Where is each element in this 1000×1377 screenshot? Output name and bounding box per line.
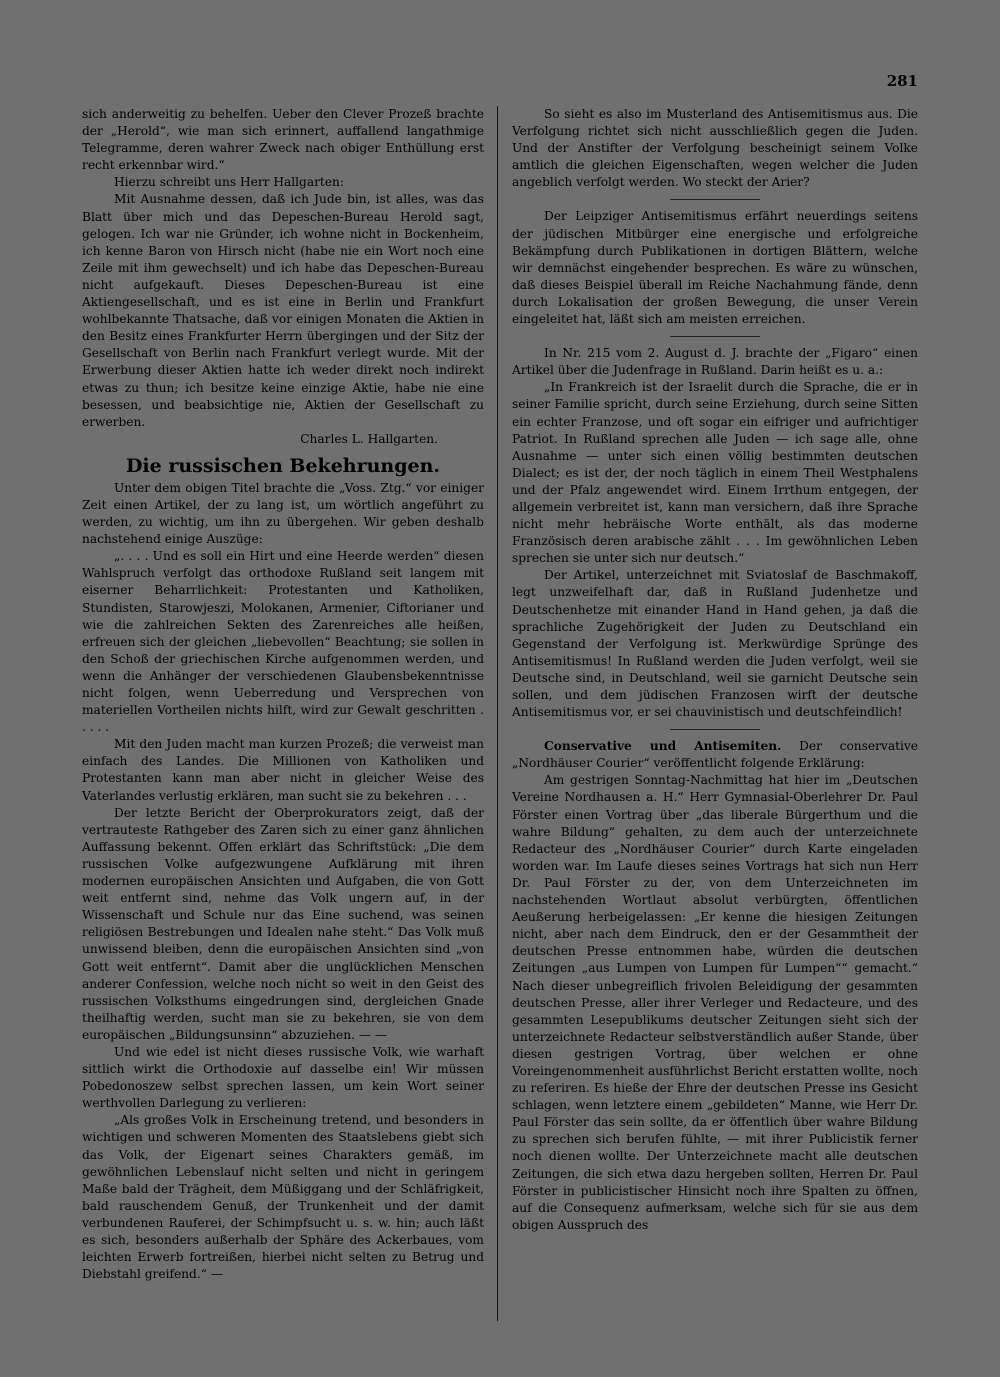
divider [670, 199, 760, 200]
paragraph: Der Artikel, unterzeichnet mit Sviatoslaf de Baschmakoff, legt unzweifelhaft dar, daß in Rußland Judenhetze und Deutschenhetze mit einander Hand in Hand gehen, ja daß die sprachliche Zugehörigkeit der Juden zu Deutschland ein Gegenstand der Verfolgung ist. Merkwürdige Sprünge des Antisemitismus! In Rußland werden die Juden verfolgt, weil sie Deutsche sind, in Deutschland, weil sie garnicht Deutsche sein sollen, und dem jüdischen Franzosen wirft der deutsche Antisemitismus vor, er sei chauvinistisch und deutschfeindlich! [512, 568, 918, 720]
page-number: 281 [886, 72, 918, 90]
divider [670, 336, 760, 337]
right-column [512, 106, 918, 1234]
paragraph-text: Der conservative „Nordhäuser Courier“ veröffentlicht folgende Erklärung: [512, 739, 918, 771]
left-column [82, 106, 484, 1283]
quote-paragraph: „Als großes Volk in Erscheinung tretend, und besonders in wichtigen und schweren Momenten des Staatslebens giebt sich das Volk, der Eigenart seines Charakters gemäß, im gewöhnlichen Lebenslauf nicht selten und nicht in geringem Maße bald der Trägheit, dem Müßiggang und der Schläfrigkeit, bald rauschendem Genuß, der Trunkenheit und der damit verbundenen Rauferei, der Schimpfsucht u. s. w. hin; auch läßt es sich, besonders außerhalb der Sphäre des Ackerbaues, vom leichten Erwerb fortreißen, hierbei nicht selten zu Betrug und Diebstahl greifend.“ — [82, 1113, 484, 1282]
quote-paragraph: „In Frankreich ist der Israelit durch die Sprache, die er in seiner Familie spricht, durch seine Erziehung, durch seine Sitten ein echter Franzose, und oft sogar ein eifriger und aufrichtiger Patriot. In Rußland sprechen alle Juden — ich sage alle, ohne Ausnahme — unter sich einen völlig bestimmten deutschen Dialect; es ist der, der noch täglich in einem Theil Westphalens und der Pfalz angewendet wird. Einem Irrthum entgegen, der allgemein verbreitet ist, kann man versichern, daß ihre Sprache nicht mehr hebräische Worte enthält, als das moderne Französisch deren arabische zählt . . . Im gewöhnlichen Leben sprechen sie unter sich nur deutsch.“ [512, 380, 918, 566]
quote-paragraph: Mit den Juden macht man kurzen Prozeß; die verweist man einfach des Landes. Die Millionen von Katholiken und Protestanten kann man aber nicht in gleicher Weise des Vaterlandes verlustig erklären, man sucht sie zu bekehren . . . [82, 737, 484, 803]
column-divider [497, 106, 498, 1321]
paragraph: Und wie edel ist nicht dieses russische Volk, wie warhaft sittlich wirkt die Orthodoxie auf dasselbe ein! Wir müssen Pobedonoszew selbst sprechen lassen, um kein Wort seiner werthvollen Darlegung zu verlieren: [82, 1044, 484, 1111]
run-in-heading: Conservative und Antisemiten. [544, 739, 782, 754]
paragraph: Mit Ausnahme dessen, daß ich Jude bin, ist alles, was das Blatt über mich und das Depeschen-Bureau Herold sagt, gelogen. Ich war nie Gründer, ich wohne nicht in Bockenheim, ich kenne Baron von Hirsch nicht (habe nie ein Wort noch eine Zeile mit ihm gewechselt) und ich habe das Depeschen-Bureau nicht aufgekauft. Dieses Depeschen-Bureau ist eine Aktiengesellschaft, und es ist eine in Berlin und Frankfurt wohlbekannte Thatsache, daß vor einigen Monaten die Aktien in den Besitz eines Frankfurter Herrn übergingen und der Sitz der Gesellschaft von Berlin nach Frankfurt verlegt wurde. Mit der Erwerbung dieser Aktien hatte ich weder direkt noch indirekt etwas zu thun; ich besitze keine einzige Aktie, habe nie eine besessen, und beabsichtige nie, Aktien der Gesellschaft zu erwerben. [82, 192, 484, 429]
paragraph: sich anderweitig zu behelfen. Ueber den Clever Prozeß brachte der „Herold“, wie man sich erinnert, auffallend langathmige Telegramme, deren wahrer Zweck nach obiger Enthüllung erst recht erkennbar wird.“ [82, 107, 484, 173]
section-heading: Die russischen Bekehrungen. [125, 454, 441, 477]
paragraph: Der letzte Bericht der Oberprokurators zeigt, daß der vertrauteste Rathgeber des Zaren sich zu einer ganz ähnlichen Auffassung bekennt. Offen erklärt das Schriftstück: „Die dem russischen Volke aufgezwungene Aufklärung mit ihren modernen europäischen Ansichten und Aufgaben, die von Gott weit entfernt sind, nehme das Volk ungern auf, in der Wissenschaft und Schule nur das Eine suchend, was seinen religiösen Bestrebungen und Idealen nahe steht.“ Das Volk muß unwissend bleiben, denn die europäischen Ansichten sind „von Gott weit entfernt“. Damit aber die unglücklichen Menschen anderer Confession, welche noch nicht so weit in den Geist des russischen Volksthums eingedrungen sind, dergleichen Gnade theilhaftig werden, sucht man sie zu bekehren, sie von dem europäischen „Bildungsunsinn“ abzuziehen. — — [82, 805, 484, 1042]
paragraph: Der Leipziger Antisemitismus erfährt neuerdings seitens der jüdischen Mitbürger eine energische und erfolgreiche Bekämpfung durch Publikationen in dortigen Blättern, welche wir demnächst eingehender besprechen. Es wäre zu wünschen, daß dieses Beispiel überall im Reiche Nachahmung fände, denn durch Lokalisation der großen Bewegung, die unser Verein eingeleitet hat, läßt sich am meisten erreichen. [512, 209, 918, 327]
quote-paragraph: Am gestrigen Sonntag-Nachmittag hat hier im „Deutschen Vereine Nordhausen a. H.“ Herr Gymnasial-Oberlehrer Dr. Paul Förster einen Vortrag über „das liberale Bürgerthum und die wahre Bildung“ gehalten, zu dem auch der unterzeichnete Redacteur des „Nordhäuser Courier“ durch Karte eingeladen worden war. Im Laufe dieses seines Vortrags hat sich nun Herr Dr. Paul Förster zu der, von dem Unterzeichneten im nachstehenden Wortlaut absolut verbürgten, öffentlichen Aeußerung herbeigelassen: „Er kenne die hiesigen Zeitungen nicht, aber nach dem Eindruck, den er der Gesammtheit der deutschen Presse entnommen habe, würden die deutschen Zeitungen „aus Lumpen von Lumpen für Lumpen““ gemacht.“ Nach dieser unbegreiflich frivolen Beleidigung der gesammten deutschen Presse, aller ihrer Verleger und Redacteure, und des gesammten Lesepublikums deutscher Zeitungen sieht sich der unterzeichnete Redacteur selbstverständlich außer Stande, über diesen gestrigen Vortrag, über welchen er ohne Voreingenommenheit ausführlichst Bericht erstatten wollte, noch zu referiren. Es hieße der Ehre der deutschen Presse ins Gesicht schlagen, wenn letztere einem „gebildeten“ Manne, wie Herr Dr. Paul Förster das sein sollte, da er öffentlich über wahre Bildung zu sprechen sich berufen fühlte, — mit ihrer Publicistik ferner noch dienen wollte. Der Unterzeichnete macht alle deutschen Zeitungen, die sich etwa dazu hergeben sollten, Herren Dr. Paul Förster in publicistischer Hinsicht noch ihre Spalten zu öffnen, auf die Consequenz aufmerksam, welche sich für sie aus dem obigen Ausspruch des [512, 773, 918, 1232]
quote-paragraph: „. . . . Und es soll ein Hirt und eine Heerde werden“ diesen Wahlspruch verfolgt das orthodoxe Rußland seit langem mit eiserner Beharrlichkeit: Protestanten und Katholiken, Stundisten, Starowjeszi, Molokanen, Armenier, Ciftorianer und wie die zahlreichen Sekten des Zarenreiches alle heißen, erfreuen sich der gleichen „liebevollen“ Beachtung; sie sollen in den Schoß der griechischen Kirche aufgenommen werden, und wenn die Anhänger der verschiedenen Glaubensbekenntnisse nicht folgen, wenn Ueberredung und Versprechen von materiellen Vortheilen nichts hilft, wird zur Gewalt geschritten . . . . . [82, 549, 484, 735]
divider [670, 729, 760, 730]
paragraph [512, 738, 918, 772]
paragraph: In Nr. 215 vom 2. August d. J. brachte der „Figaro“ einen Artikel über die Judenfrage in Rußland. Darin heißt es u. a.: [512, 346, 918, 378]
paragraph: So sieht es also im Musterland des Antisemitismus aus. Die Verfolgung richtet sich nicht ausschließlich gegen die Juden. Und der Anstifter der Verfolgung bescheinigt seinem Volke amtlich die gleichen Eigenschaften, wegen welcher die Juden angeblich verfolgt werden. Wo steckt der Arier? [512, 107, 918, 190]
paragraph: Unter dem obigen Titel brachte die „Voss. Ztg.“ vor einiger Zeit einen Artikel, der zu lang ist, um wörtlich angeführt zu werden, zu wichtig, um ihn zu übergehen. Wir geben deshalb nachstehend einige Auszüge: [82, 480, 484, 547]
signature: Charles L. Hallgarten. [300, 431, 438, 446]
paragraph: Hierzu schreibt uns Herr Hallgarten: [114, 175, 344, 190]
